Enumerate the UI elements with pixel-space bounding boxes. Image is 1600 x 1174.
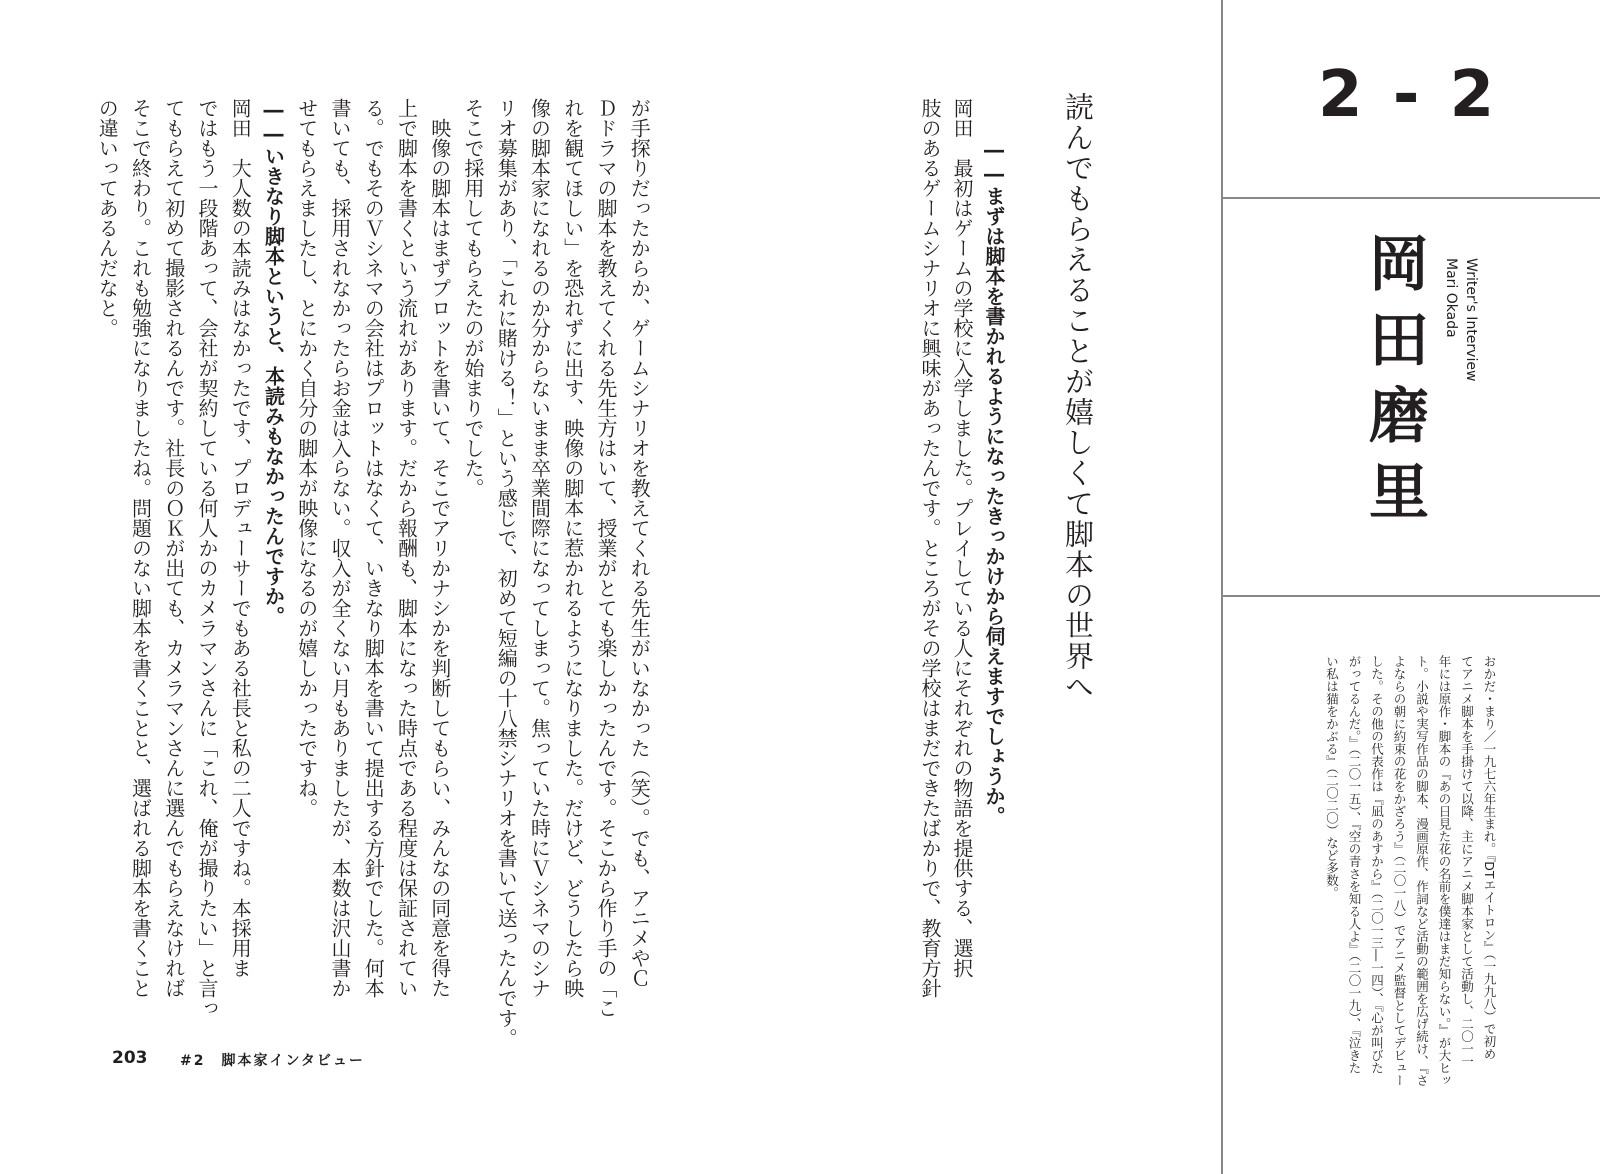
text-line: が手探りだったからか、ゲームシナリオを教えてくれる先生がいなかった（笑）。でも、アニメやＣ (627, 98, 652, 988)
sidebar-divider-bottom (1221, 595, 1600, 597)
writer-name-en: Mari Okada (1443, 258, 1459, 338)
text-line: 上で脚本を書くという流れがあります。だから報酬も、脚本になった時点である程度は保証されてい (394, 98, 419, 998)
text-line: そこで終わり。これも勉強になりましたね。問題のない脚本を書くことと、選ばれる脚本を書くこと (128, 98, 153, 998)
bio-line: よならの朝に約束の花をかざろう』（二〇一八）でアニメ監督としてデビュー (1392, 655, 1407, 1087)
text-line: リオ募集があり、「これに賭ける！」という感じで、初めて短編の十八禁シナリオを書いて送ったんです。 (494, 98, 519, 1048)
text-line: Ｄドラマの脚本を教えてくれる先生方はいて、授業がとても楽しかったんです。そこから作り手の「こ (594, 98, 618, 1018)
sidebar-divider-vertical (1221, 0, 1223, 1174)
interview-body-main (90, 98, 655, 1048)
bio-line: おかだ・まり／一九七六年生まれ。『DTエイトロン』（一九九八）で初め (1482, 655, 1497, 1060)
bio-line: した。その他の代表作は『凪のあすから』（二〇一三―一四）、『心が叫びた (1369, 655, 1385, 1074)
writer-label-en (1441, 258, 1481, 381)
text-line: ではもう一段階あって、会社が契約している何人かのカメラマンさんに「これ、俺が撮りたい」と言っ (195, 98, 219, 1018)
section-title: #2 脚本家インタビュー (180, 1053, 365, 1069)
chapter-number: 2 - 2 (1318, 58, 1499, 132)
text-line: れを観てほしい」を恐れずに出す、映像の脚本に惹かれるようになりました。だけど、どうしたら映 (560, 98, 585, 998)
bio-line: 年には原作・脚本の『あの日見た花の名前を僕達はまだ知らない。』が大ヒッ (1437, 655, 1452, 1087)
text-line: せてもらえましたし、とにかく自分の脚本が映像になるのが嬉しかったですね。 (294, 98, 319, 818)
text-line: る。でもそのＶシネマの会社はプロットはなくて、いきなり脚本を書いて提出する方針でした。何本 (361, 98, 386, 998)
text-line: の違いってあるんだなと。 (95, 98, 120, 338)
page-number: 203 (112, 1048, 148, 1068)
writer-bio (1320, 655, 1500, 1087)
text-line: そこで採用してもらえたのが始まりでした。 (461, 98, 485, 498)
interview-question: ――まずは脚本を書かれるようになったきっかけから伺えますでしょうか。 (982, 138, 1006, 826)
text-line: 映像の脚本はまずプロットを書いて、そこでアリかナシかを判断してもらい、みんなの同意を得た (427, 98, 452, 998)
text-line: 書いても、採用されなかったらお金は入らない。収入が全くない月もありましたが、本数は沢山書か (328, 98, 352, 998)
text-line: てもらえて初めて撮影されるんです。社長のＯＫが出ても、カメラマンさんに選んでもらえなければ (161, 98, 186, 998)
bio-line: ト。小説や実写作品の脚本、漫画原作、作詞など活動の範囲を広げ続け、『さ (1414, 655, 1430, 1087)
bio-line: てアニメ脚本を手掛けて以降、主にアニメ脚本家として活動し、二〇一一 (1459, 655, 1475, 1068)
bio-line: い私は猫をかぶる』（二〇二〇）など多数。 (1324, 655, 1340, 899)
interview-label: Writer's Interview (1463, 258, 1479, 382)
text-line: 像の脚本家になれるのか分からないまま卒業間際になってしまって。焦っていた時にＶシネマのシナ (527, 98, 552, 998)
interview-question: ――いきなり脚本というと、本読みもなかったんですか。 (261, 98, 286, 626)
bio-line: がってるんだ。』（二〇一五）、『空の青さを知る人よ』（二〇一九）、『泣きた (1347, 655, 1362, 1074)
writer-name: 岡田磨里 (1359, 232, 1429, 536)
sidebar-divider-top (1221, 197, 1600, 199)
article-headline: 読んでもらえることが嬉しくて脚本の世界へ (1061, 92, 1095, 702)
interview-body-intro (914, 98, 1010, 998)
text-line: 岡田 大人数の本読みはなかったです、プロデューサーでもある社長と私の二人ですね。本採用ま (228, 98, 253, 978)
text-line: 岡田 最初はゲームの学校に入学しました。プレイしている人にそれぞれの物語を提供する、選択 (950, 98, 974, 978)
text-line: 肢のあるゲームシナリオに興味があったんです。ところがその学校はまだできたばかりで、教育方針 (918, 98, 942, 998)
